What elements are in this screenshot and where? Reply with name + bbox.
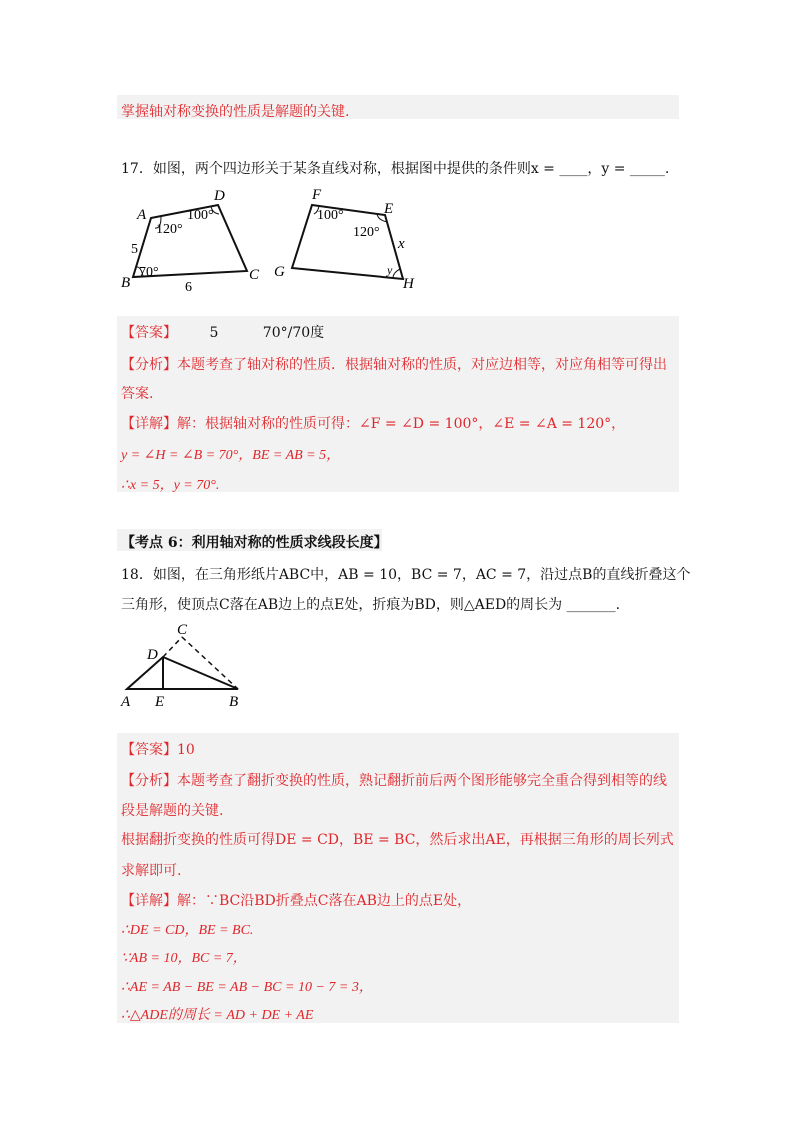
q18-analysis-line1: 本题考查了翻折变换的性质，熟记翻折前后两个图形能够完全重合得到相等的线 <box>177 773 667 789</box>
q17-detail-tag: 【详解】 <box>121 416 177 432</box>
label-H: H <box>403 276 414 292</box>
kaodian6-title: 【考点 6：利用轴对称的性质求线段长度】 <box>121 535 388 551</box>
q17-answer-box <box>117 316 679 492</box>
q18-analysis-line3: 根据翻折变换的性质可得DE = CD，BE = BC，然后求出AE，再根据三角形的周长列式 <box>121 832 674 848</box>
q18-detail-line5: ∴△ADE的周长 = AD + DE + AE <box>121 1008 314 1023</box>
q17-analysis <box>121 354 667 374</box>
label-B: B <box>121 275 131 291</box>
q17-analysis-2: 答案. <box>121 386 154 402</box>
label-E: E <box>384 201 394 217</box>
q18-analysis <box>121 770 667 790</box>
label-G: G <box>274 264 285 280</box>
q17-answer-values: 5 70°/70度 <box>209 325 325 341</box>
label-side-5: 5 <box>131 242 138 257</box>
label-A18: A <box>121 694 131 710</box>
q17-detail-line3: ∴x = 5，y = 70°. <box>121 478 220 493</box>
label-D: D <box>214 188 225 204</box>
label-F: F <box>312 187 322 203</box>
q18-detail-tag: 【详解】 <box>121 893 177 909</box>
label-C: C <box>249 267 260 283</box>
q18-answer <box>121 739 195 759</box>
q18-analysis-line4: 求解即可. <box>121 863 182 879</box>
label-angle-F: 100° <box>317 208 344 223</box>
label-y: y <box>387 263 393 277</box>
label-angle-D: 100° <box>187 208 214 223</box>
q17-detail <box>121 413 625 433</box>
q18-detail-line2: ∴DE = CD，BE = BC. <box>121 923 254 938</box>
q18-stem-1: 18．如图，在三角形纸片ABC中，AB = 10，BC = 7，AC = 7，沿过点B的直线折叠这个 <box>121 567 691 583</box>
q17-answer <box>121 322 324 342</box>
q18-detail <box>121 890 471 910</box>
label-B18: B <box>229 694 239 710</box>
label-x: x <box>398 236 405 252</box>
q17-analysis-text: 本题考查了轴对称的性质．根据轴对称的性质，对应边相等，对应角相等可得出 <box>177 357 667 373</box>
q18-detail-line1: 解：∵BC沿BD折叠点C落在AB边上的点E处， <box>177 893 472 909</box>
q17-detail-line1: 解：根据轴对称的性质可得：∠F = ∠D = 100°，∠E = ∠A = 120°， <box>177 416 626 432</box>
q18-detail-line3: ∵AB = 10，BC = 7， <box>121 951 247 966</box>
label-angle-A: 120° <box>156 222 183 237</box>
label-C18: C <box>177 622 188 638</box>
q17-figure <box>115 185 425 295</box>
label-D18: D <box>147 647 158 663</box>
q18-stem-2: 三角形，使顶点C落在AB边上的点E处，折痕为BD，则△AED的周长为 _______. <box>121 597 621 613</box>
label-E18: E <box>155 694 165 710</box>
q18-answer-value: 10 <box>177 742 195 758</box>
q17-stem: 17．如图，两个四边形关于某条直线对称，根据图中提供的条件则x = ____，y = _____. <box>121 161 670 177</box>
q17-detail-line2: y = ∠H = ∠B = 70°，BE = AB = 5， <box>121 448 341 463</box>
q17-answer-tag: 【答案】 <box>121 325 177 341</box>
label-angle-E: 120° <box>353 225 380 240</box>
q18-figure <box>117 617 257 712</box>
label-angle-B: 70° <box>139 265 159 280</box>
q18-detail-line4: ∴AE = AB − BE = AB − BC = 10 − 7 = 3， <box>121 980 373 995</box>
q17-analysis-tag: 【分析】 <box>121 357 177 373</box>
q18-analysis-tag: 【分析】 <box>121 773 177 789</box>
q18-analysis-line2: 段是解题的关键. <box>121 803 224 819</box>
label-side-6: 6 <box>185 280 192 295</box>
label-A: A <box>137 207 147 223</box>
top-box-text: 掌握轴对称变换的性质是解题的关键. <box>121 104 350 120</box>
q18-answer-tag: 【答案】 <box>121 742 177 758</box>
